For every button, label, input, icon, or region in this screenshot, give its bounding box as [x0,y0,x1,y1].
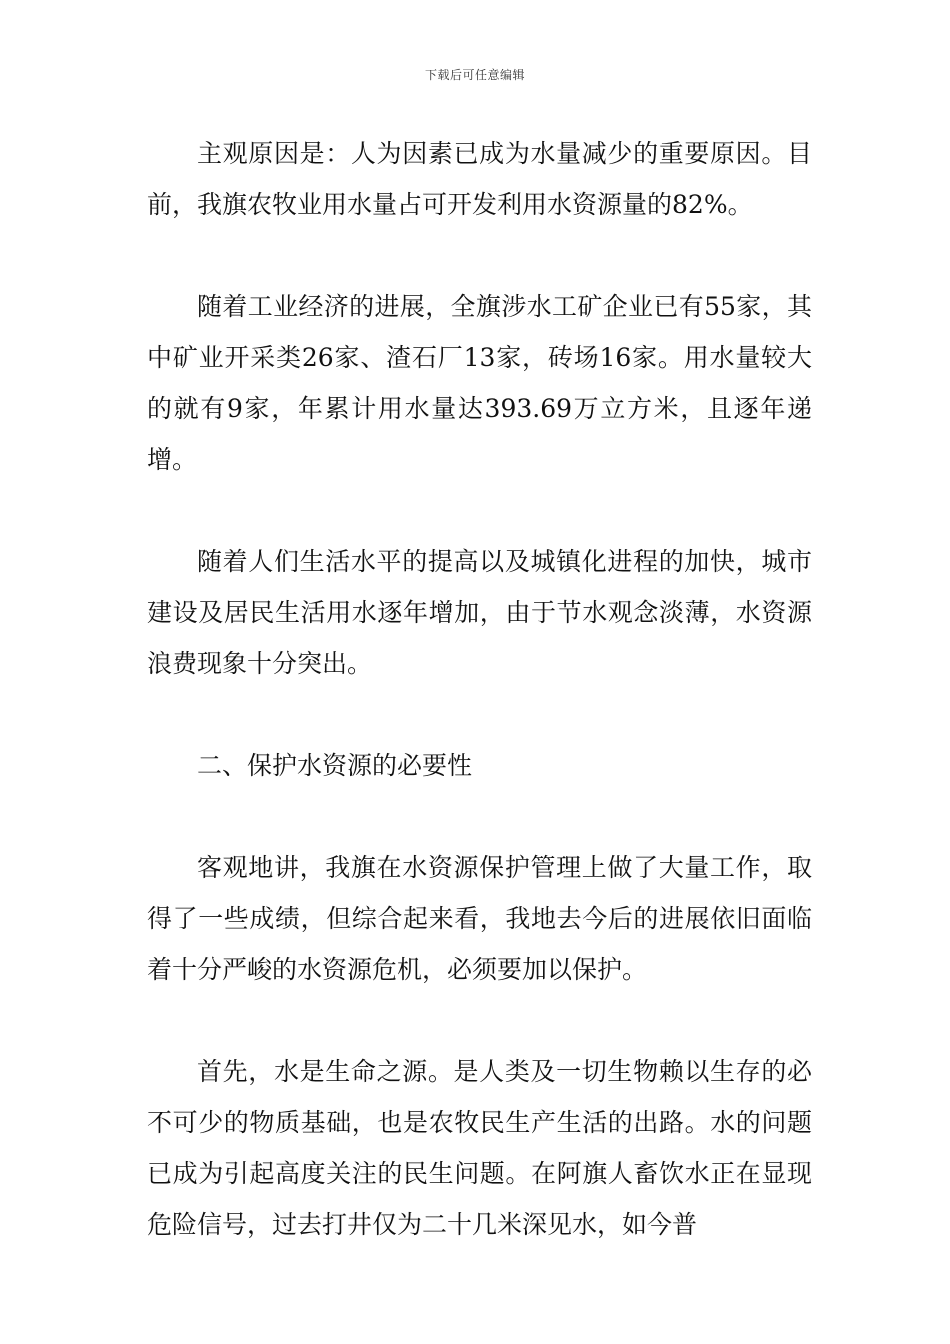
paragraph-industrial-water-use: 随着工业经济的进展，全旗涉水工矿企业已有55家，其中矿业开采类26家、渣石厂13家，砖场16家。用水量较大的就有9家，年累计用水量达393.69万立方米，且逐年递增。 [147,292,812,474]
page-header-note: 下载后可任意编辑 [424,68,525,82]
paragraph-water-source-of-life: 首先，水是生命之源。是人类及一切生物赖以生存的必不可少的物质基础，也是农牧民生产生活的出路。水的问题已成为引起高度关注的民生问题。在阿旗人畜饮水正在显现危险信号，过去打井仅为二十几米深见水，如今普 [147,1057,812,1239]
paragraph-subjective-causes: 主观原因是：人为因素已成为水量减少的重要原因。目前，我旗农牧业用水量占可开发利用水资源量的82%。 [147,139,812,219]
paragraph-urban-water-use: 随着人们生活水平的提高以及城镇化进程的加快，城市建设及居民生活用水逐年增加，由于节水观念淡薄，水资源浪费现象十分突出。 [147,547,812,678]
paragraph-protection-management: 客观地讲，我旗在水资源保护管理上做了大量工作，取得了一些成绩，但综合起来看，我地去今后的进展依旧面临着十分严峻的水资源危机，必须要加以保护。 [147,853,812,984]
document-body [147,128,812,1301]
section-heading: 二、保护水资源的必要性 [197,751,473,780]
